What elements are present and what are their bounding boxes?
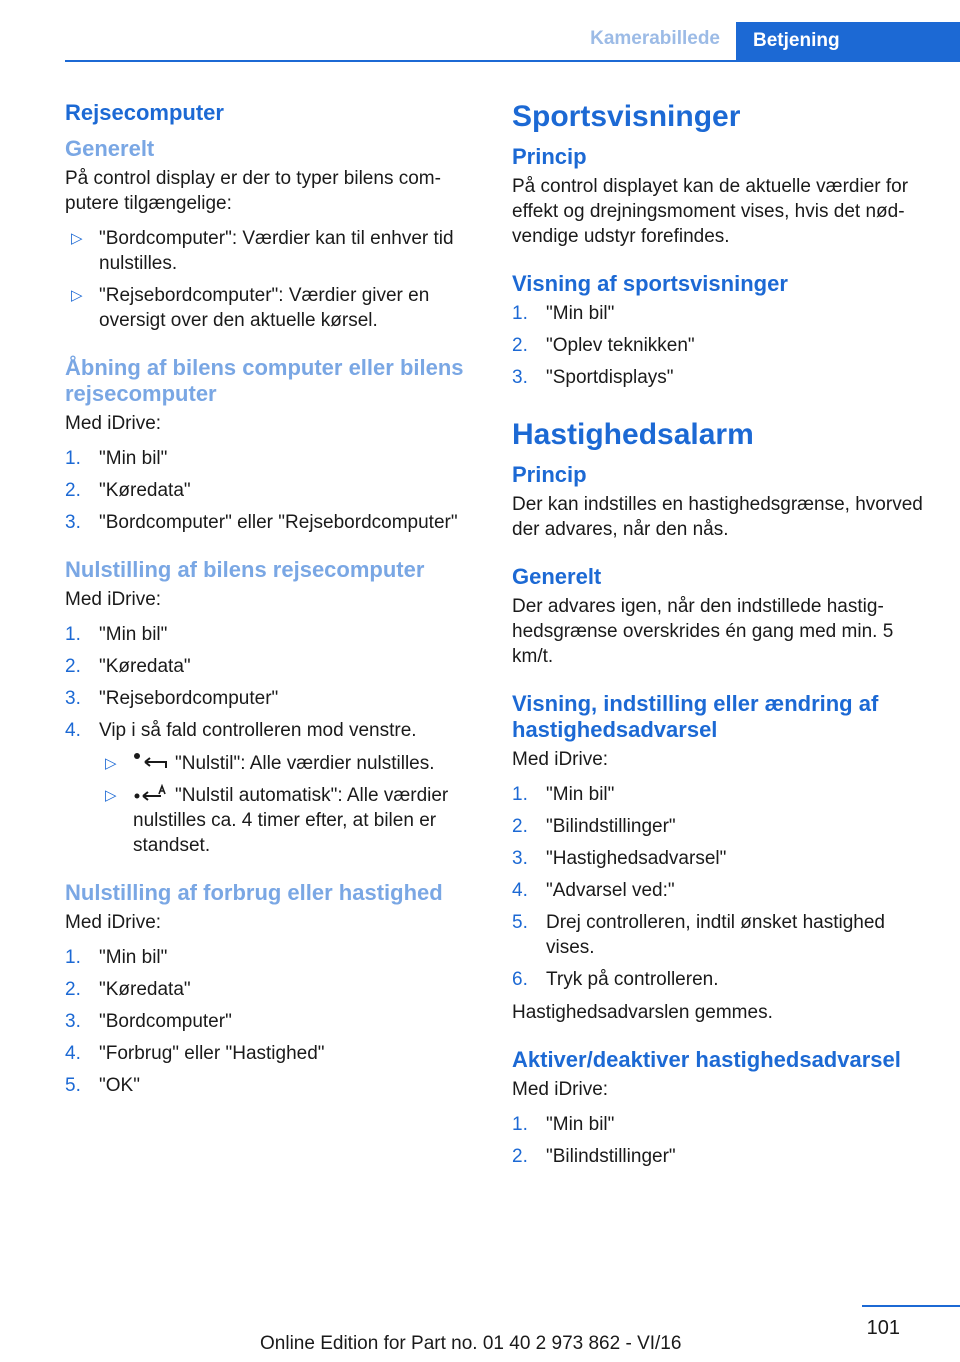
princip-sport-text: På control displayet kan de aktuelle værdier for effekt og drejningsmoment vises, hvis det nødvendige udstyr forefindes. — [512, 176, 909, 247]
visning-alarm-intro: Med iDrive: — [512, 749, 609, 770]
list-item: ▷ "Nulstil": Alle værdier nulstilles. — [105, 753, 435, 774]
edition-text: Online Edition for Part no. 01 40 2 973 862 - VI/16 — [260, 1333, 682, 1354]
list-item: 1. "Min bil" — [65, 947, 168, 968]
heading-visning-sport: Visning af sportsvisninger — [512, 271, 788, 296]
list-item: 1. "Min bil" — [65, 448, 168, 469]
list-item: 3. "Hastighedsadvarsel" — [512, 848, 727, 869]
list-item: 2. "Oplev teknikken" — [512, 335, 695, 356]
list-item: 4. "Advarsel ved:" — [512, 880, 675, 901]
generelt-text: På control display er der to typer bilens computere tilgængelige: — [65, 168, 441, 214]
nulstilling-forbrug-intro: Med iDrive: — [65, 912, 162, 933]
bullet-triangle-icon: ▷ — [71, 287, 83, 304]
alarm-after-text: Hastighedsadvarslen gemmes. — [512, 1002, 773, 1023]
list-item: 3. "Rejsebordcomputer" — [65, 688, 279, 709]
list-item: 5. "OK" — [65, 1075, 140, 1096]
left-column — [65, 100, 480, 1106]
aabning-intro: Med iDrive: — [65, 413, 162, 434]
list-item: ▷ "Nulstil automatisk": Alle værdier nulstilles ca. 4 timer efter, at bilen er standset. — [105, 785, 449, 856]
heading-hastighedsalarm: Hastighedsalarm — [512, 418, 754, 451]
list-item: 1. "Min bil" — [512, 784, 615, 805]
list-item: 3. "Bordcomputer" — [65, 1011, 232, 1032]
section-title-rejsecomputer: Rejsecomputer — [65, 100, 224, 125]
tab-kamerabillede[interactable]: Kamerabillede — [590, 28, 720, 49]
heading-sportsvisninger: Sportsvisninger — [512, 100, 741, 133]
nulstilling-rejse-steps — [65, 622, 480, 858]
list-item: 4. "Forbrug" eller "Hastighed" — [65, 1043, 325, 1064]
list-item: 2. "Bilindstillinger" — [512, 816, 676, 837]
list-item: 2. "Bilindstillinger" — [512, 1146, 676, 1167]
princip-alarm-text: Der kan indstilles en hastighedsgrænse, hvorved der advares, når den nås. — [512, 494, 923, 540]
bullet-triangle-icon: ▷ — [105, 755, 117, 772]
aktiver-alarm-steps — [512, 1112, 932, 1169]
list-item: 3. "Sportdisplays" — [512, 367, 674, 388]
heading-aabning: Åbning af bilens computer eller bilens rejsecomputer — [65, 355, 464, 406]
right-column — [512, 100, 932, 1177]
list-item: 2. "Køredata" — [65, 656, 191, 677]
list-item: ▷ "Rejsebordcomputer": Værdier giver en oversigt over den aktuelle kørsel. — [71, 285, 430, 331]
heading-generelt-alarm: Generelt — [512, 564, 602, 589]
list-item: 1. "Min bil" — [512, 1114, 615, 1135]
bullet-triangle-icon: ▷ — [71, 230, 83, 247]
generelt-bullets — [65, 226, 480, 333]
list-item: 5. Drej controlleren, indtil ønsket hastighed vises. — [512, 912, 886, 958]
heading-visning-alarm: Visning, indstilling eller ændring af hastighedsadvarsel — [512, 691, 879, 742]
list-item: 1. "Min bil" — [65, 624, 168, 645]
list-item: 2. "Køredata" — [65, 979, 191, 1000]
list-item: 4. Vip i så fald controlleren mod venstre. ▷ "Nulstil": Alle værdier nulstilles. ▷ "Nulstil automatisk": Alle værdier nulstilles ca. 4 timer efter, at bilen er standset. — [65, 718, 480, 858]
bullet-triangle-icon: ▷ — [105, 787, 117, 804]
heading-aktiver-alarm: Aktiver/deaktiver hastighedsadvarsel — [512, 1047, 901, 1072]
auto-reset-arrow-icon — [133, 784, 169, 804]
page-number: 101 — [866, 1317, 900, 1339]
page-header — [0, 0, 960, 62]
sub-bullets — [99, 751, 480, 858]
aktiver-alarm-intro: Med iDrive: — [512, 1079, 609, 1100]
list-item: 2. "Køredata" — [65, 480, 191, 501]
aabning-steps — [65, 446, 480, 535]
tab-betjening[interactable]: Betjening — [736, 22, 960, 62]
visning-sport-steps — [512, 301, 932, 390]
list-item: 6. Tryk på controlleren. — [512, 969, 719, 990]
list-item: 1. "Min bil" — [512, 303, 615, 324]
heading-nulstilling-rejse: Nulstilling af bilens rejsecomputer — [65, 557, 425, 582]
generelt-alarm-text: Der advares igen, når den indstillede hastighedsgrænse overskrides én gang med min. 5 km/t. — [512, 596, 894, 667]
heading-princip-sport: Princip — [512, 144, 587, 169]
nulstilling-forbrug-steps — [65, 945, 480, 1098]
list-item: ▷ "Bordcomputer": Værdier kan til enhver tid nulstilles. — [71, 228, 454, 274]
header-rule — [65, 60, 960, 62]
list-item: 3. "Bordcomputer" eller "Rejsebordcomputer" — [65, 512, 458, 533]
heading-generelt: Generelt — [65, 136, 155, 161]
visning-alarm-steps — [512, 782, 932, 992]
nulstilling-rejse-intro: Med iDrive: — [65, 589, 162, 610]
heading-nulstilling-forbrug: Nulstilling af forbrug eller hastighed — [65, 880, 443, 905]
reset-arrow-icon — [133, 752, 169, 772]
footer-rule — [862, 1305, 960, 1307]
heading-princip-alarm: Princip — [512, 462, 587, 487]
